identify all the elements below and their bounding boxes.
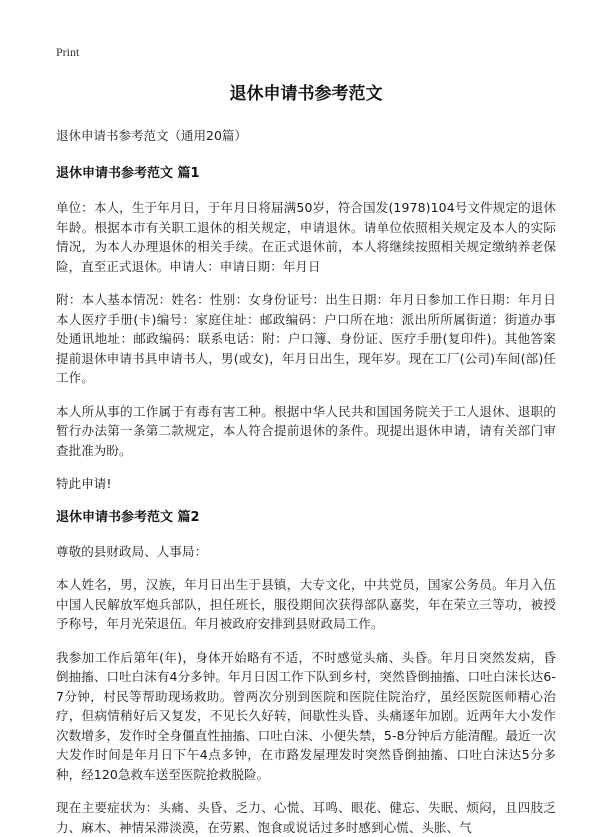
section-1: [56, 164, 556, 494]
print-label: Print: [56, 44, 556, 60]
document-subtitle: 退休申请书参考范文（通用20篇）: [56, 126, 556, 146]
section-2: [56, 508, 556, 837]
section-heading: 退休申请书参考范文 篇2: [56, 508, 556, 528]
paragraph: 特此申请!: [56, 474, 556, 494]
section-heading: 退休申请书参考范文 篇1: [56, 164, 556, 184]
page-title: 退休申请书参考范文: [56, 82, 556, 106]
paragraph: 尊敬的县财政局、人事局：: [56, 542, 556, 562]
paragraph: 我参加工作后第年(年)，身体开始略有不适，不时感觉头痛、头昏。年月日突然发病，昏倒抽搐、口吐白沫有4分多钟。年月日因工作下队到乡村，突然昏倒抽搐、口吐白沫长达6-7分钟，村民等帮助现场救助。曾两次分别到医院和医院住院治疗，虽经医院医师精心治疗，但病情稍好后又复发，不见长久好转，间歇性头昏、头痛逐年加剧。近两年大小发作次数增多，发作时全身僵直性抽搐、口吐白沫、小便失禁，5-8分钟后方能清醒。最近一次大发作时间是年月日下午4点多钟，在市路发屋理发时突然昏倒抽搐、口吐白沫达5分多种，经120急救车送至医院抢救脱险。: [56, 648, 556, 785]
paragraph: 附：本人基本情况：姓名：性别：女身份证号：出生日期：年月日参加工作日期：年月日本人医疗手册(卡)编号：家庭住址：邮政编码：户口所在地：派出所所属街道：街道办事处通讯地址：邮政编码：联系电话：附：户口簿、身份证、医疗手册(复印件)。其他答案提前退休申请书具申请书人，男(或女)，年月日出生，现年岁。现在工厂(公司)车间(部)任工作。: [56, 290, 556, 388]
paragraph: 单位：本人，生于年月日，于年月日将届满50岁，符合国发(1978)104号文件规定的退休年龄。根据本市有关职工退休的相关规定，申请退休。请单位依照相关规定及本人的实际情况，为本人办理退休的相关手续。在正式退休前，本人将继续按照相关规定缴纳养老保险，直至正式退休。申请人：申请日期：年月日: [56, 198, 556, 276]
paragraph: 本人姓名，男，汉族，年月日出生于县镇，大专文化，中共党员，国家公务员。年月入伍中国人民解放军炮兵部队，担任班长，服役期间次获得部队嘉奖，年在荣立三等功，被授予称号，年月光荣退伍。年月被政府安排到县财政局工作。: [56, 575, 556, 634]
paragraph: 本人所从事的工作属于有毒有害工种。根据中华人民共和国国务院关于工人退休、退职的暂行办法第一条第二款规定，本人符合提前退休的条件。现提出退休申请，请有关部门审查批准为盼。: [56, 402, 556, 461]
paragraph: 现在主要症状为：头痛、头昏、乏力、心慌、耳鸣、眼花、健忘、失眠、烦闷，且四肢乏力、麻木、神情呆滞淡漠，在劳累、饱食或说话过多时感到心慌、头胀、气: [56, 798, 556, 837]
